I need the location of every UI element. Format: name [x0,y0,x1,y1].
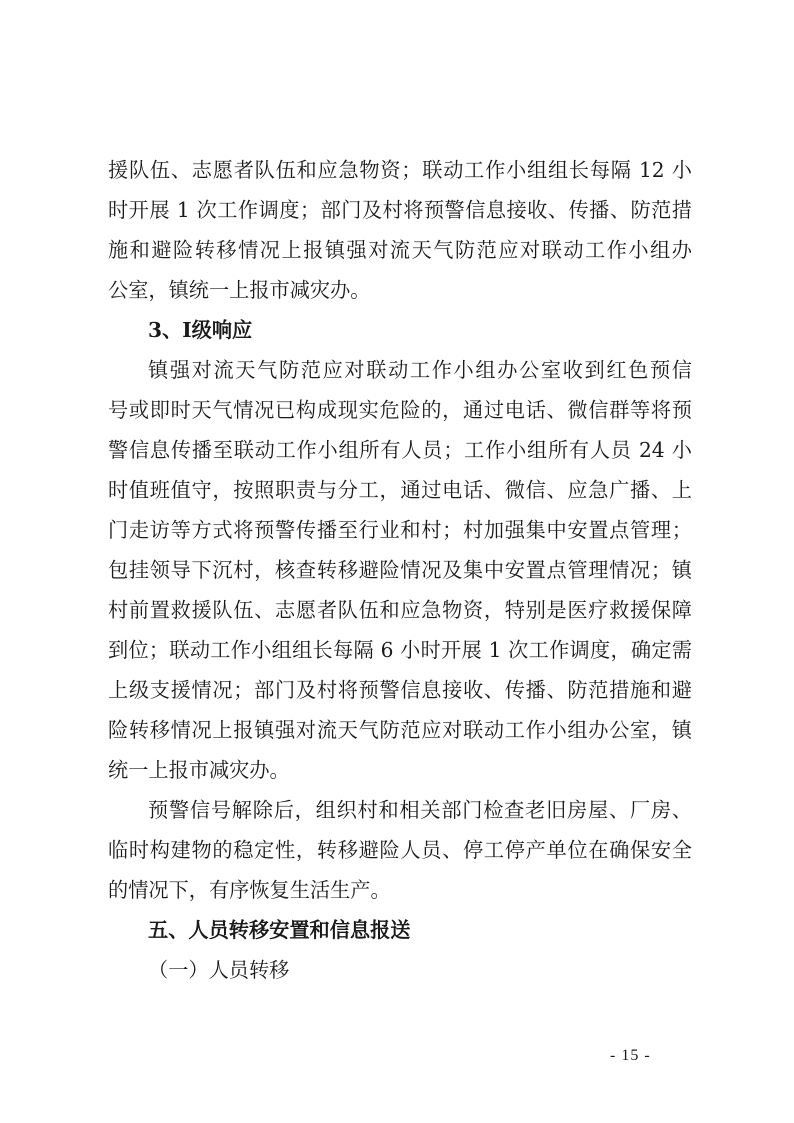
paragraph-line: 的情况下，有序恢复生活生产。 [108,878,391,902]
section-heading: 五、人员转移安置和信息报送 [148,918,411,942]
paragraph-line: 统一上报市减灾办。 [108,758,290,782]
paragraph-line: 村前置救援队伍、志愿者队伍和应急物资，特别是医疗救援保障 [108,598,692,622]
paragraph-line: 临时构建物的稳定性，转移避险人员、停工停产单位在确保安全 [108,838,692,862]
paragraph-line: 公室，镇统一上报市减灾办。 [108,278,371,302]
paragraph-line: 预警信号解除后，组织村和相关部门检查老旧房屋、厂房、 [148,798,692,822]
paragraph-line: 上级支援情况；部门及村将预警信息接收、传播、防范措施和避 [108,678,692,702]
paragraph-line: 时开展 1 次工作调度；部门及村将预警信息接收、传播、防范措 [108,198,692,222]
paragraph-line: 门走访等方式将预警传播至行业和村；村加强集中安置点管理； [108,518,692,542]
paragraph-line: 警信息传播至联动工作小组所有人员；工作小组所有人员 24 小 [108,438,692,462]
paragraph-line: 包挂领导下沉村，核查转移避险情况及集中安置点管理情况；镇 [108,558,692,582]
paragraph-line: 时值班值守，按照职责与分工，通过电话、微信、应急广播、上 [108,478,692,502]
paragraph-line: 施和避险转移情况上报镇强对流天气防范应对联动工作小组办 [108,238,692,262]
paragraph-line: 镇强对流天气防范应对联动工作小组办公室收到红色预信 [148,358,692,382]
page-number: - 15 - [610,1047,651,1064]
subsection-heading: （一）人员转移 [148,958,290,982]
paragraph-line: 到位；联动工作小组组长每隔 6 小时开展 1 次工作调度，确定需 [108,638,692,662]
paragraph-line: 号或即时天气情况已构成现实危险的，通过电话、微信群等将预 [108,398,692,422]
paragraph-line: 援队伍、志愿者队伍和应急物资；联动工作小组组长每隔 12 小 [108,158,692,182]
paragraph-line: 险转移情况上报镇强对流天气防范应对联动工作小组办公室，镇 [108,718,692,742]
response-level-heading: 3、Ⅰ级响应 [148,318,253,342]
